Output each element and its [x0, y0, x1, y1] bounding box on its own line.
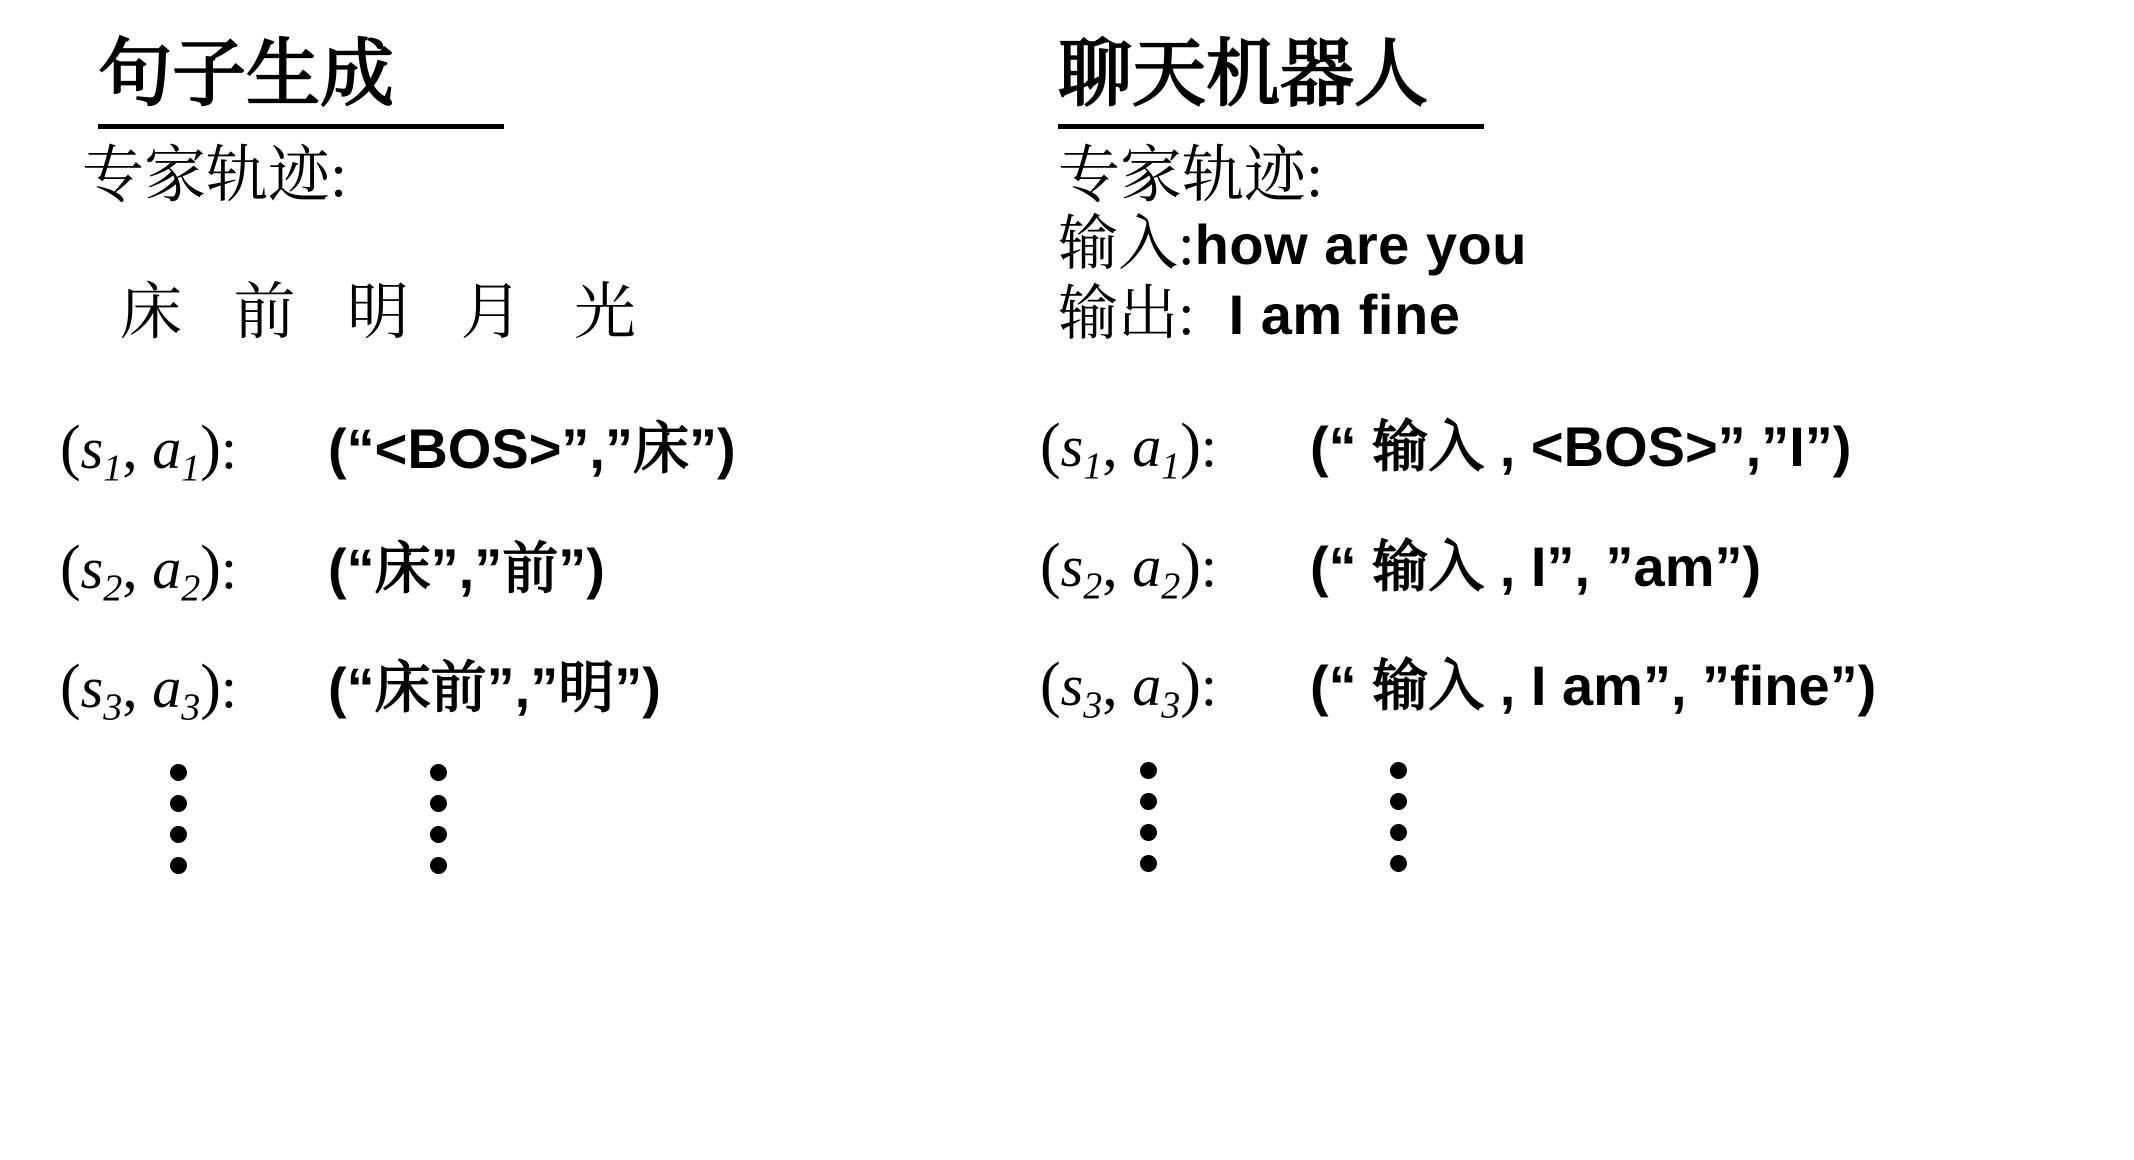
vertical-ellipsis-icon	[430, 764, 447, 874]
colon: :	[1200, 414, 1218, 480]
action-index: 3	[181, 686, 201, 729]
state-action-key	[60, 533, 310, 611]
open-paren: (	[1040, 651, 1061, 720]
state-action-row	[1040, 523, 2134, 609]
state-index: 2	[103, 567, 123, 610]
state-action-row	[60, 525, 1040, 611]
open-paren: (	[60, 413, 81, 482]
column-sentence-generation	[60, 0, 1040, 1160]
state-action-value: (“<BOS>”,”床”)	[328, 416, 736, 480]
state-symbol: s	[1060, 414, 1084, 480]
vertical-ellipsis-icon	[1140, 762, 1157, 872]
state-index: 3	[1083, 684, 1103, 727]
action-symbol: a	[152, 535, 182, 601]
close-paren: )	[200, 413, 221, 482]
state-action-pairs-right	[1040, 403, 2134, 892]
state-symbol: s	[80, 415, 104, 481]
open-paren: (	[60, 533, 81, 602]
close-paren: )	[1180, 412, 1201, 481]
output-label: 输出:	[1058, 280, 1195, 347]
state-action-value: (“ 输入 , <BOS>”,”I”)	[1310, 415, 1852, 479]
close-paren: )	[1180, 651, 1201, 720]
comma: ,	[1102, 651, 1118, 720]
column-chatbot	[1040, 0, 2134, 1160]
state-action-key	[1040, 411, 1296, 489]
state-action-key	[1040, 531, 1296, 609]
colon: :	[220, 655, 238, 721]
state-action-row	[1040, 642, 2134, 728]
state-symbol: s	[1060, 533, 1084, 599]
output-line	[1058, 280, 2134, 350]
colon: :	[1200, 653, 1218, 719]
vertical-ellipsis-icon	[170, 764, 187, 874]
state-action-row	[1040, 403, 2134, 489]
comma: ,	[122, 533, 138, 602]
state-symbol: s	[80, 535, 104, 601]
column-title-right: 聊天机器人	[1058, 38, 1484, 129]
action-symbol: a	[1132, 653, 1162, 719]
expert-trajectory-label-right: 专家轨迹:	[1058, 142, 1324, 210]
state-action-value: (“床前”,”明”)	[328, 656, 661, 720]
comma: ,	[122, 653, 138, 722]
action-symbol: a	[1132, 414, 1162, 480]
colon: :	[1200, 533, 1218, 599]
action-index: 3	[1161, 684, 1181, 727]
open-paren: (	[60, 653, 81, 722]
action-index: 1	[181, 447, 201, 490]
action-index: 2	[1161, 565, 1181, 608]
open-paren: (	[1040, 412, 1061, 481]
action-index: 1	[1161, 445, 1181, 488]
comma: ,	[1102, 531, 1118, 600]
action-symbol: a	[152, 655, 182, 721]
state-symbol: s	[1060, 653, 1084, 719]
ellipsis-row-right	[1040, 762, 2134, 892]
close-paren: )	[200, 653, 221, 722]
output-value: I am fine	[1228, 282, 1461, 346]
ellipsis-row-left	[60, 764, 1040, 894]
state-action-value: (“床”,”前”)	[328, 536, 605, 600]
poem-text: 床 前 明 月 光	[120, 278, 655, 347]
state-index: 1	[1083, 445, 1103, 488]
comma: ,	[1102, 412, 1118, 481]
state-action-value: (“ 输入 , I am”, ”fine”)	[1310, 654, 1877, 718]
vertical-ellipsis-icon	[1390, 762, 1407, 872]
open-paren: (	[1040, 531, 1061, 600]
colon: :	[220, 415, 238, 481]
action-index: 2	[181, 567, 201, 610]
state-index: 1	[103, 447, 123, 490]
state-index: 3	[103, 686, 123, 729]
action-symbol: a	[1132, 533, 1162, 599]
close-paren: )	[200, 533, 221, 602]
state-action-key	[1040, 650, 1296, 728]
state-action-row	[60, 405, 1040, 491]
close-paren: )	[1180, 531, 1201, 600]
state-action-pairs-left	[60, 405, 1040, 894]
state-index: 2	[1083, 565, 1103, 608]
action-symbol: a	[152, 415, 182, 481]
input-label: 输入:	[1058, 210, 1195, 277]
state-action-row	[60, 644, 1040, 730]
input-value: how are you	[1194, 212, 1527, 276]
state-action-key	[60, 413, 310, 491]
state-symbol: s	[80, 655, 104, 721]
state-action-key	[60, 652, 310, 730]
input-line	[1058, 210, 2134, 280]
comma: ,	[122, 413, 138, 482]
column-title-left: 句子生成	[98, 38, 504, 129]
expert-trajectory-label-left: 专家轨迹:	[82, 142, 348, 210]
state-action-value: (“ 输入 , I”, ”am”)	[1310, 534, 1762, 598]
colon: :	[220, 535, 238, 601]
